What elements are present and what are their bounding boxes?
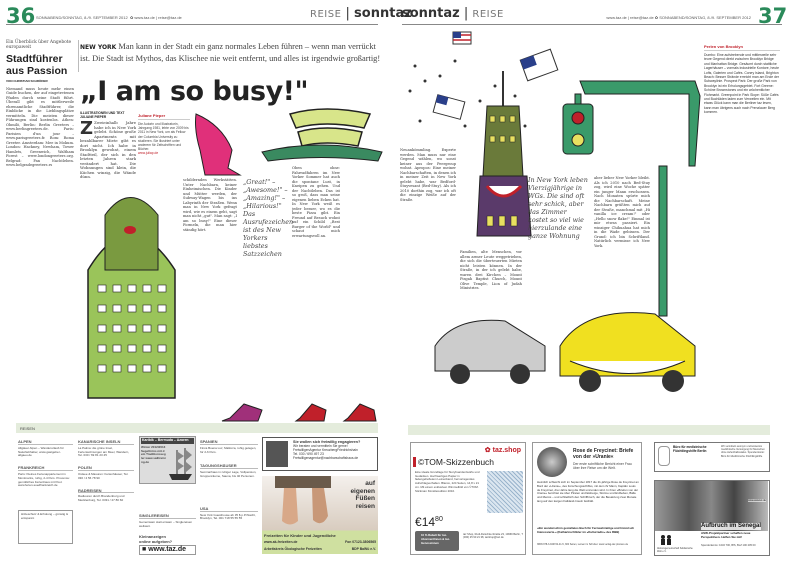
brooklyn-box xyxy=(704,44,780,393)
senegal-ad-text: ASW-Projektpartner schaffen neue Perspektiven. Helfen Sie mit! xyxy=(701,531,751,539)
taz-url-button[interactable]: ■ www.taz.de xyxy=(139,545,196,555)
article-column-4: Neuankömmling. Experte werden. Man muss nur eine Gegend wählen, wo sonst keiner aus der Peergroup wohnt. Apropos: Eine meiner Nachbarschaften, in denen ich in meiner Zeit in New York gelebt habe, war Bedford-Stuyvesant (Bed-Stuy). Als ich 2010 dorthin zog, war ich oft die einzige Weiße auf der Straße. xyxy=(400,148,456,202)
book-footer: ISBN 978-3-940722-41-5, 384 Seiten, Leinen im Schuber. www.verlag-der-pioniere.de xyxy=(537,543,629,546)
stamp-ad-text: Hitzeschutz & Erholung – günstig & entspannt xyxy=(21,512,69,520)
date: SONNABEND/SONNTAG, 8./9. SEPTEMBER 2012 xyxy=(36,15,128,20)
senegal-ad-title: Aufbruch im Senegal xyxy=(701,523,762,529)
classifieds-bar: REISEN xyxy=(16,423,378,433)
volunteer-ad-line: Tel. 030 / 690 497 23 xyxy=(293,452,324,456)
ship-icon xyxy=(167,446,194,482)
volunteer-ad-line: Wir beraten und vermitteln Sie gerne! xyxy=(293,444,348,448)
pull-quote: „Great!" – „Awesome!" – „Amazing!" – „Hilarious!" Das Ausrufezeichen ist des New Yorkers liebstes Satzzeichen xyxy=(243,178,294,258)
karibik-ad[interactable] xyxy=(139,436,196,484)
info-box-title: Juliane Pieper xyxy=(138,113,190,120)
tazshop-address: taz Shop, Rudi-Dutschke-Straße 23, 10969 Berlin, T (030) 25 90 21 38, tazshop@taz.de xyxy=(463,533,523,540)
classified-text: New York Guesthouse ab 35 $ p.P./Nacht, Brooklyn, Tel. 001 718 55 55 55 xyxy=(200,512,256,521)
book-quote: »Ein wunderschön gestaltetes Buch für Fernwehmütige und historisch Interessierte.« (Katharina Döbler im »Kulturradio« des RBB) xyxy=(537,526,635,534)
classifieds-column xyxy=(18,436,73,544)
web-link[interactable]: www.taz.de xyxy=(134,15,155,20)
sidebar-kicker: Ein Überblick über Angebote europaweit xyxy=(6,40,72,51)
refugee-ad-text: Wir vermitteln anonym und kostenlos medizinische Versorgung für Menschen ohne Aufenthaltsstatus. Spendenkonto: Büro für Medizinische Flüchtlingshilfe xyxy=(721,445,765,458)
page-number: 36 xyxy=(6,4,36,28)
classified-heading: RADREISEN xyxy=(78,489,134,494)
price-cent: 80 xyxy=(435,516,443,523)
sketchbook-image xyxy=(487,471,523,513)
classified-heading: USA xyxy=(200,507,258,512)
feet-ad-org: Arbeitskreis Ökologische Freizeiten xyxy=(264,547,322,551)
volunteer-ad-line: Freiwilligenagentur@nachbarschaftshaus.de xyxy=(293,456,359,460)
refugee-ad-title: Büro für medizinische Flüchtlingshilfe Berlin xyxy=(673,445,707,453)
sidebar-article xyxy=(6,40,74,417)
article-column-1: Z Zweieinhalb Jahre habe ich in New York gelebt. Schöne große Apartments mit bezahlbarer Miete gibt es dort nicht. Ich habe in Brooklyn gewohnt, einem Stadtteil, der sich in den letzten Jahren stark verändert hat. Die Wohnungen sind klein, die Küchen winzig, die Wände dünn. xyxy=(80,121,136,179)
classified-text: Ostsee & Masuren: Ferienhäuser, Tel. 030 / 4 56 78 90 xyxy=(78,471,129,480)
pink-figure xyxy=(196,114,241,175)
page-date: www.taz.de | reise@taz.de ✿ SONNABEND/SONNTAG, 8./9. SEPTEMBER 2012 xyxy=(606,15,751,20)
taz-url[interactable]: www.taz.de xyxy=(148,546,187,554)
refugee-ad[interactable] xyxy=(654,442,770,472)
classifieds-column xyxy=(139,436,196,555)
classified-text: Gemeinsam statt einsam – Singlereisen weltweit. xyxy=(139,519,193,528)
stamp-ad[interactable] xyxy=(18,510,73,544)
discount-badge: 10 % Rabatt für taz-AbonnentInnen & taz-Genossinnen xyxy=(415,531,459,551)
classified-text: La Palma: die grüne Insel, Ferienwohnungen am Meer, Wandern, Tel. 030 / 69 81 23 45 xyxy=(78,445,130,458)
tazshop-brand: ✿ taz.shop xyxy=(484,447,521,454)
info-box-body: Die Autorin und Illustratorin, Jahrgang 1981, lebte von 2009 bis 2011 in New York, um als Fellow der Columbia University zu studieren. Sie illustriert unter anderem für Zeitschriften und Bücher. xyxy=(138,122,189,152)
portrait-image xyxy=(537,447,567,477)
sidebar-body: Niemand muss heute mehr einen Guide buchen, der auf eingetretenen Pfaden durch seine Stadt führt. Überall gibt es mittlerweile ehrenamtliche Stadtführer, die Einblicke in die Lieblingsplätze vermitteln. Die meisten dieser Führungen sind kostenlos. Athen: Ohmilö, Berlin: Berlin Greeters – www.berlingreeters.de. Paris: Parisien d'un jour – www.parisgreeters.fr. Rom: Roma Greeter. Amsterdam: Mee in Mokum. London: Hackney, Newham, Tower Hamlets, Greenwich, Waltham Forest – www.londongreeters.org. Belgrad: Fan Nachtleben. www.belgradegreeters.rs xyxy=(6,86,74,168)
tazshop-desc: Eine ideale Grundlage für Storyboardentwürfe und Gedanken. Hochwertiges Papier in fadengeheftetem Leinenband, hervorragendes Aufschlagverhalten. Blanco, 224 Seiten, 14,8 x 21 cm. Mit einem exklusiven Wimmelbild von ©TOM. Stickman Künstleredition 2010. xyxy=(415,470,480,493)
slogan-text: auf eigenen Füßen reisen xyxy=(350,480,375,510)
pull-quote: In New York leben Vierzigjährige in WGs. Die sind oft sehr schick, aber das Zimmer kostet so viel wie hierzulande eine ganze Wohnung xyxy=(528,176,588,240)
sidebar-byline: VON CHRISTIAN SCHRÖDER xyxy=(6,78,48,83)
brand: sonntaz xyxy=(354,6,412,21)
column-text: Zweieinhalb Jahre habe ich in New York gelebt. Schöne große Apartments mit bezahlbarer Miete gibt es dort nicht. Ich habe in Brooklyn gewohnt, einem Stadtteil, der sich in den letzten Jahren stark verändert hat. Die Wohnungen sind klein, die Küchen winzig, die Wände dünn. xyxy=(80,121,136,179)
feet-ad-phone: Fon 07123-3806565 xyxy=(345,540,376,544)
info-box-link[interactable]: www.juliap.de xyxy=(138,151,159,156)
classified-heading: ALPEN xyxy=(18,440,73,445)
karibik-ad-title: Karibik – Bermuda – Azoren xyxy=(141,438,194,444)
email-link[interactable]: reise@taz.de xyxy=(158,15,182,20)
info-box xyxy=(138,113,190,155)
classifieds-column xyxy=(78,436,134,503)
senegal-ad[interactable] xyxy=(654,480,770,556)
location-label: NEW YORK xyxy=(80,44,117,51)
agency-logo-icon xyxy=(266,441,288,467)
volunteer-ad-title: Sie wollen sich freiwillig engagieren? xyxy=(293,440,361,444)
intro-text: Man kann in der Stadt ein ganz normales Leben führen – wenn man verrückt ist. Die Stadt ist Mythos, das Klischee nie weit entfernt, und alles ist irgendwie großartig! xyxy=(80,42,381,63)
kleinanzeigen-line: online aufgeben? xyxy=(139,539,173,545)
taxi-illustration xyxy=(435,313,695,392)
classified-text: Radtouren durch Brandenburg und Mecklenburg, Tel. 0331 / 27 80 60 xyxy=(78,494,125,503)
book-body: Heimlich schleicht sich im September 1817 die 21-jährige Rose de Freycinet an Bord der »Uranie«, des Forschungsschiffes, mit dem ihr Mann, Kapitän Louis de Freycinet, drei Jahre lang die Welt umrunden wird. In ihren »Briefen von der Uranie« berichtet sie über Piraten und Eisberge, Stürme und Erdbeben, Bälle und Menüs – und schließlich den Schiffbruch, der die Besatzung zwei Monate lang auf den kargen Falkland-Inseln festhält. xyxy=(537,480,639,503)
feet-ad[interactable] xyxy=(262,476,378,554)
classified-text: Paris: Kleines Ferienappartement in Montmartre, ruhig, 2-4 Pers. Provence: gemütliches Ferienhaus mit Pool. www.ferien-suedfrankreich.de xyxy=(18,471,70,488)
feet-illustration xyxy=(270,476,336,528)
classified-heading: SPANIEN xyxy=(200,440,258,445)
article-column-3: Oben ohne: Fahrradfahren im New Yorker Sommer hat auch die spontane Lust, in Kneipen zu gehen. Und der Nachtleben. Das ist so groß, dass man seine eigenen lieben Ecken hat. In New York weiß es jeder besser, wo es die beste Pizza gibt. Ein Freund auf Besuch wohnt auf ein Schild „Best Burger of the World" und schaut mich erwartungsvoll an. xyxy=(292,166,340,238)
brand: sonntaz xyxy=(402,6,460,21)
classified-text: Seminarhaus in ruhiger Lage, Vollpension, Gruppenräume, Sauna, bis 40 Personen. xyxy=(200,470,257,478)
classified-text: Allgäuer Alpen – Wanderurlaub für Naturliebhaber, www.gastgeber-allgaeu.de xyxy=(18,445,64,458)
flag-icon xyxy=(453,32,471,44)
article-column-5: Familien, alte Menschen, vor allem armer Leute weggetrieben, die sich die überteuerten Mieten nicht leisten können. In der Straße, in der ich gelebt habe, waren drei Kirchen – Mount Pisgah Baptist Church, Mount Olive Temple, Lion of Judah Ministries. xyxy=(460,250,522,290)
classified-text: Finca Buena Luz, Mallorca, ruhig gelegen, für 2-6 Pers. xyxy=(200,445,257,454)
classifieds-column xyxy=(200,436,258,521)
tazshop-price: $€14^{80}$ xyxy=(415,515,443,529)
brooklyn-box-body: Dumbo: Eine aufstrebende und mittlerweile sehr teure Gegend direkt zwischen Brooklyn Bridge und Manhattan Bridge. Gesäumt durch stattliche Lagerhäuser – vormals industrielle Kontore, heute Lofts, Galerien und Cafés. Coney Island, Brighton Beach: Besser Strände erreicht man am Ende der Subwaylinie. Prospect Park: Der große Park von Brooklyn ist ein Erholungsgebiet. Fort Greene: Schöne Brownstones und ein wöchentlicher Flohmarkt. Greenpoint in Park Slope: Süße Cafés und Buchläden laden zum Verweilen ein. Mit etwas Glück kann man die Berliner taz lesen, kann man übrigens auch nach Prenzlauer Berg kommen. xyxy=(704,53,780,115)
karibik-ad-text: Winter 2012/2013 Segeltörns mit dem Traditionssegler www.sailtraining.de xyxy=(141,444,166,464)
brooklyn-box-title: Perlen von Brooklyn xyxy=(704,44,780,51)
article-column-2: schildernden Werkstätten. Unter Nachbarn, keiner Einheimischen. Die Kinder und Mütter werden, der Subway-Wagen bis ins Labyrinth der Straßen. Wenn man in New York gefragt wird, wie es einem geht, sagt man nicht „gut". Man sagt: „I am so busy!" Eine dieser Formeln, die man hier ständig hört. xyxy=(183,178,237,232)
volunteer-ad[interactable] xyxy=(262,437,378,471)
brand-text: taz.shop xyxy=(492,447,521,454)
tazshop-ad[interactable] xyxy=(410,442,526,555)
email-link[interactable]: reise@taz.de xyxy=(630,15,654,20)
sidebar-title: Stadtführer aus Passion xyxy=(6,52,68,77)
classified-heading: TAGUNGSHÄUSER xyxy=(200,464,258,469)
classified-heading: KANARISCHE INSELN xyxy=(78,440,134,445)
senegal-ad-url[interactable]: www.aswnet.de xyxy=(747,499,766,502)
section-header: sonntaz | REISE xyxy=(402,6,504,21)
people-logo-icon xyxy=(659,533,673,545)
kleinanzeigen-label xyxy=(139,534,196,544)
article-column-6: aber lieber New Yorker bleibt. Als ich 2010 nach Bed-Stuy zog, wird eine Woche später ein junger Mann erschossen. Nach Monaten spürte mich die Nachbarschaft. Meine Nachbarn grüßten mich auf der Straße, manchmal mit „Hi vanilla ice cream!" oder „Hello snow flake!" Einmal ist mir etwas passiert. Ein winziger Chihuahua hat mich in die Wade gebissen. Der Grund: ich bin Schriftland. Natürlich vermisse ich New York. xyxy=(594,176,650,248)
section-header: REISE | sonntaz xyxy=(310,6,412,21)
book-ad[interactable] xyxy=(532,442,642,555)
hand-logo-icon xyxy=(658,446,670,466)
classified-heading: SINGLEREISEN xyxy=(139,514,196,519)
senegal-ad-account: Spendenkonto: 1032 700, BfS, BLZ 100 205 00 xyxy=(701,544,756,547)
kleinanzeigen-line: Kleinanzeigen xyxy=(139,534,166,540)
section-label: REISE xyxy=(310,9,342,20)
credit: ILLUSTRATIONEN UND TEXT JULIANE PIEPER xyxy=(80,111,125,119)
feet-ad-url[interactable]: www.ak-freizeiten.de xyxy=(264,540,298,544)
section-label: REISE xyxy=(472,9,504,20)
volunteer-ad-line: FreiwilligenAgentur KreuzbergFriedrichshain xyxy=(293,448,358,452)
web-link[interactable]: www.taz.de xyxy=(606,15,627,20)
book-subtitle: Der erste schriftliche Bericht einer Frau über ihre Reise um die Welt. xyxy=(573,462,632,471)
feet-ad-line: Freizeiten für Kinder und Jugendliche xyxy=(264,533,336,538)
feet-ad-org2: BDP BaWü e.V. xyxy=(351,547,376,551)
feet-ad-slogan xyxy=(339,480,375,510)
classifieds-bar xyxy=(408,425,770,435)
building-illustration xyxy=(477,71,531,236)
classified-heading: POLEN xyxy=(78,466,134,471)
page-number: 37 xyxy=(758,4,787,28)
article-intro xyxy=(80,41,382,64)
price-euro: 14 xyxy=(421,515,436,529)
senegal-ad-org: Aktionsgemeinschaft Solidarische Welt e.V. xyxy=(657,547,693,553)
boots xyxy=(222,404,376,421)
date: SONNABEND/SONNTAG, 8./9. SEPTEMBER 2012 xyxy=(659,15,751,20)
headline: „I am so busy!" xyxy=(80,76,309,107)
header-rule xyxy=(402,24,782,25)
classified-heading: FRANKREICH xyxy=(18,466,73,471)
building-illustration xyxy=(88,198,175,399)
tazshop-title: ©TOM-Skizzenbuch xyxy=(413,457,494,467)
flag-icon xyxy=(520,49,558,81)
green-hat xyxy=(262,109,382,161)
page-date: SONNABEND/SONNTAG, 8./9. SEPTEMBER 2012 ✿ www.taz.de | reise@taz.de xyxy=(36,15,182,20)
flag-icon xyxy=(433,95,465,120)
book-title: Rose de Freycinet: Briefe von der »Uranie« xyxy=(573,448,634,460)
